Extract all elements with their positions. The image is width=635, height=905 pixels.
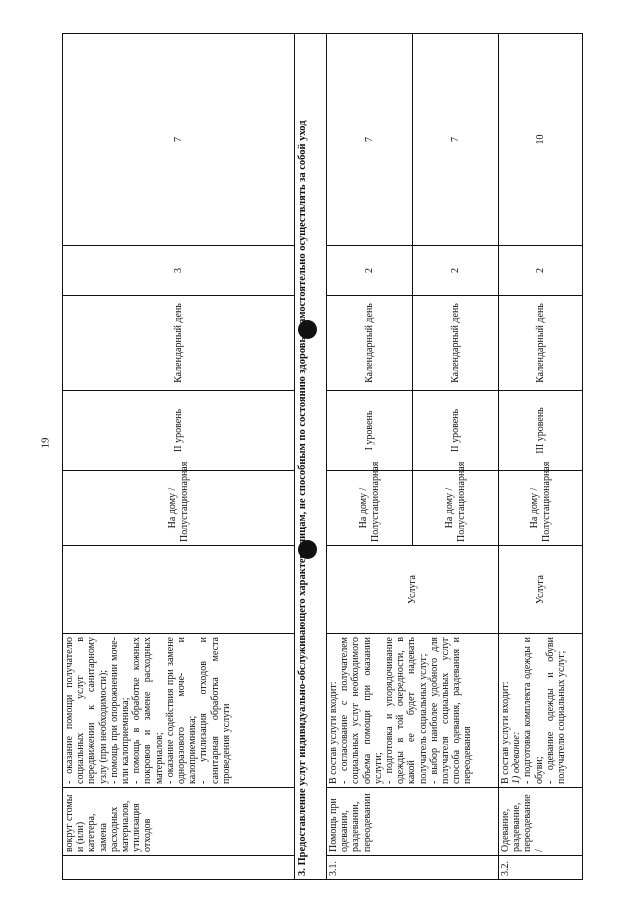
cell-level: II уровень	[63, 391, 295, 471]
cell-time: 3	[63, 246, 295, 296]
cell-time: 2	[499, 246, 583, 296]
cell-service-name: Одевание, раздевание, переодевание /	[499, 788, 583, 856]
cell-service-content	[499, 634, 583, 788]
cell-time: 2	[327, 246, 413, 296]
content-line: - одевание одежды и обуви получателю социальных услуг;	[544, 637, 568, 784]
cell-unit: Календарный день	[63, 296, 295, 391]
cell-level: III уровень	[499, 391, 583, 471]
cell-num: 3.1.	[327, 856, 499, 880]
cell-service-name: Помощь при одевании, раздевании, переодевании	[327, 788, 499, 856]
content-line: - оказание содействия при замене одноразового моче- и калоприемника;	[164, 637, 199, 784]
table-row	[499, 34, 583, 880]
cell-max: 7	[63, 34, 295, 246]
cell-unit: Календарный день	[499, 296, 583, 391]
content-line: 1) одевание:	[511, 731, 523, 784]
section-title: 3. Предоставление услуг индивидуально-обслуживающего характера лицам, не способным по состоянию здоровья самостоятельно осуществлять за собой уход	[295, 34, 327, 880]
content-line: - подготовка и упорядочивание одежды в той очередности, в какой ее будет надевать получатель социальных услуг;	[384, 637, 429, 784]
content-line: В состав услуги входит:	[500, 681, 511, 784]
table-row	[63, 34, 295, 880]
cell-max: 7	[327, 34, 413, 246]
cell-num	[63, 856, 295, 880]
cell-unit: Календарный день	[327, 296, 413, 391]
cell-service-name	[63, 788, 295, 856]
cell-service-type: Услуга	[327, 546, 499, 634]
page-number: 19	[39, 437, 52, 449]
cell-form: На дому / Полустационарная	[499, 471, 583, 546]
service-name: вокруг стомы и (или) катетера, замена расходных материалов, утилизация отходов	[64, 794, 154, 852]
cell-level: I уровень	[327, 391, 413, 471]
cell-service-content	[63, 634, 295, 788]
cell-service-type	[63, 546, 295, 634]
cell-time: 2	[413, 246, 499, 296]
cell-form: На дому / Полустационарная	[413, 471, 499, 546]
services-table	[62, 33, 583, 880]
content-line: - утилизация отходов и санитарная обработка места проведения услуги	[198, 637, 232, 784]
cell-form: На дому / Полустационарная	[327, 471, 413, 546]
content-line: - оказание помощи получателю социальных услуг в передвижении к санитарному узлу (при необходимости);	[64, 637, 109, 784]
content-line: - выбор наиболее удобного для получателя социальных услуг способа одевания, раздевания и переодевания	[428, 637, 474, 784]
cell-service-content	[327, 634, 499, 788]
cell-service-type: Услуга	[499, 546, 583, 634]
content-line: - подготовка комплекта одежды и обуви;	[522, 637, 545, 784]
content-line: - помощь при опорожнении моче- или калоприемника;	[108, 637, 132, 784]
cell-num: 3.2.	[499, 856, 583, 880]
content-line: - помощь в обработке кожных покровов и замене расходных материалов;	[131, 637, 165, 784]
section-row	[295, 34, 327, 880]
rotated-table-wrapper	[62, 34, 606, 880]
cell-level: II уровень	[413, 391, 499, 471]
table-row	[327, 34, 413, 880]
cell-max: 7	[413, 34, 499, 246]
cell-unit: Календарный день	[413, 296, 499, 391]
content-line: В состав услуги входит:	[328, 681, 339, 784]
cell-max: 10	[499, 34, 583, 246]
content-line: - согласование с получателем социальных услуг необходимого объема помощи при оказании услуги;	[339, 637, 384, 784]
cell-form: На дому / Полустационарная	[63, 471, 295, 546]
